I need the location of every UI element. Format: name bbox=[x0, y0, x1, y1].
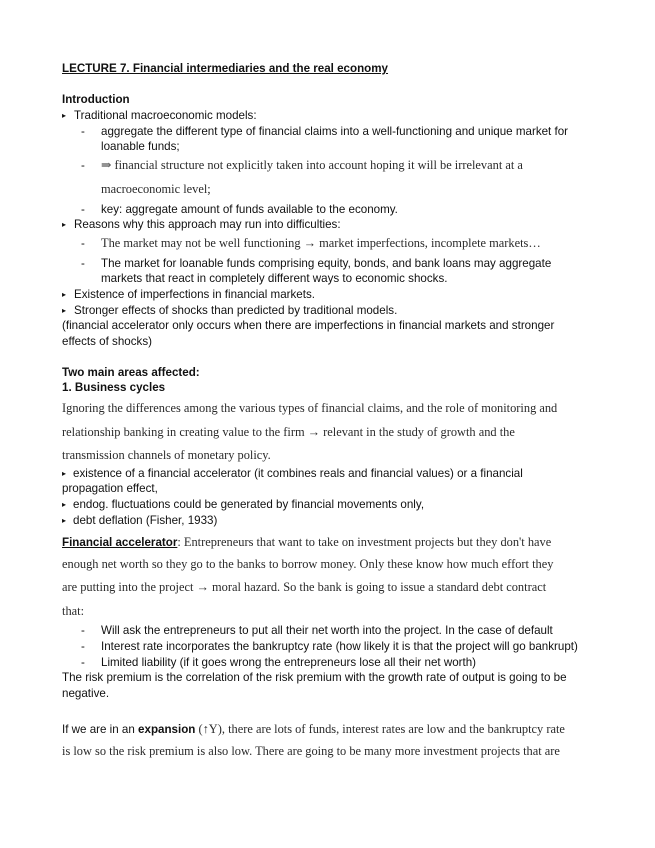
dash-icon: - bbox=[81, 640, 85, 653]
dash-icon: - bbox=[81, 203, 85, 216]
risk-premium-line2: negative. bbox=[62, 687, 110, 700]
dash-icon: - bbox=[81, 257, 85, 270]
bullet-icon: ▸ bbox=[62, 220, 67, 229]
bc-bullet-accelerator-line1: existence of a financial accelerator (it combines reals and financial values) or a financial bbox=[73, 467, 523, 480]
dash-item-key: key: aggregate amount of funds available to the economy. bbox=[101, 203, 398, 216]
business-cycles-para-line2: relationship banking in creating value to the firm → relevant in the study of growth and the bbox=[62, 425, 515, 439]
dash-item-loanable-funds-line1: The market for loanable funds comprising equity, bonds, and bank loans may aggregate bbox=[101, 257, 552, 270]
financial-accelerator-line2: enough net worth so they go to the banks to borrow money. Only these know how much effort they bbox=[62, 557, 554, 571]
expansion-term: expansion bbox=[138, 723, 196, 736]
dash-item-financial-structure-line2: macroeconomic level; bbox=[101, 182, 211, 196]
dash-icon: - bbox=[81, 624, 85, 637]
intro-bullet-traditional-models: Traditional macroeconomic models: bbox=[74, 109, 257, 122]
dash-item-aggregate-line2: loanable funds; bbox=[101, 140, 180, 153]
contract-item-interest-rate: Interest rate incorporates the bankruptcy rate (how likely it is that the project will go bankrupt) bbox=[101, 640, 578, 653]
dash-icon: - bbox=[81, 656, 85, 669]
dash-item-aggregate-line1: aggregate the different type of financial claims into a well-functioning and unique market for bbox=[101, 125, 569, 138]
bullet-icon: ▸ bbox=[62, 516, 67, 525]
expansion-lead: If we are in an bbox=[62, 723, 139, 736]
dash-item-financial-structure-line1: ⇒ financial structure not explicitly taken into account hoping it will be irrelevant at a bbox=[101, 158, 523, 172]
business-cycles-para-line3: transmission channels of monetary policy. bbox=[62, 448, 271, 462]
financial-accelerator-line4: that: bbox=[62, 604, 85, 618]
dash-item-market-imperfections: The market may not be well functioning → market imperfections, incomplete markets… bbox=[101, 236, 541, 250]
bullet-icon: ▸ bbox=[62, 469, 67, 478]
bc-bullet-debt-deflation: debt deflation (Fisher, 1933) bbox=[73, 514, 218, 527]
expansion-line1 bbox=[62, 720, 565, 738]
expansion-line2: is low so the risk premium is also low. There are going to be many more investment projects that are bbox=[62, 744, 560, 758]
bullet-icon: ▸ bbox=[62, 500, 67, 509]
contract-item-net-worth: Will ask the entrepreneurs to put all their net worth into the project. In the case of default bbox=[101, 624, 553, 637]
financial-accelerator-line3: are putting into the project → moral hazard. So the bank is going to issue a standard debt contract bbox=[62, 580, 547, 594]
dash-icon: - bbox=[81, 125, 85, 138]
financial-accelerator-term: Financial accelerator bbox=[62, 536, 178, 549]
business-cycles-heading: 1. Business cycles bbox=[62, 381, 166, 394]
note-line2: effects of shocks) bbox=[62, 335, 152, 348]
dash-icon: - bbox=[81, 159, 85, 172]
expansion-text: (↑Y), there are lots of funds, interest rates are low and the bankruptcy rate bbox=[195, 722, 565, 736]
business-cycles-para-line1: Ignoring the differences among the various types of financial claims, and the role of monitoring and bbox=[62, 401, 558, 415]
lecture-title: LECTURE 7. Financial intermediaries and the real economy bbox=[62, 62, 389, 75]
financial-accelerator-text: : Entrepreneurs that want to take on investment projects but they don't have bbox=[177, 535, 552, 549]
bullet-icon: ▸ bbox=[62, 290, 67, 299]
bullet-icon: ▸ bbox=[62, 306, 67, 315]
two-areas-heading: Two main areas affected: bbox=[62, 366, 200, 379]
intro-bullet-imperfections: Existence of imperfections in financial markets. bbox=[74, 288, 315, 301]
dash-icon: - bbox=[81, 237, 85, 250]
dash-item-loanable-funds-line2: markets that react in completely different ways to economic shocks. bbox=[101, 272, 448, 285]
intro-bullet-stronger-effects: Stronger effects of shocks than predicted by traditional models. bbox=[74, 304, 398, 317]
financial-accelerator-line1 bbox=[62, 533, 551, 551]
note-line1: (financial accelerator only occurs when there are imperfections in financial markets and stronger bbox=[62, 319, 555, 332]
risk-premium-line1: The risk premium is the correlation of the risk premium with the growth rate of output is going to be bbox=[62, 671, 567, 684]
bc-bullet-endog-fluctuations: endog. fluctuations could be generated by financial movements only, bbox=[73, 498, 425, 511]
intro-bullet-reasons: Reasons why this approach may run into difficulties: bbox=[74, 218, 341, 231]
bc-bullet-accelerator-line2: propagation effect, bbox=[62, 482, 158, 495]
contract-item-limited-liability: Limited liability (if it goes wrong the entrepreneurs lose all their net worth) bbox=[101, 656, 477, 669]
bullet-icon: ▸ bbox=[62, 111, 67, 120]
introduction-heading: Introduction bbox=[62, 93, 130, 106]
